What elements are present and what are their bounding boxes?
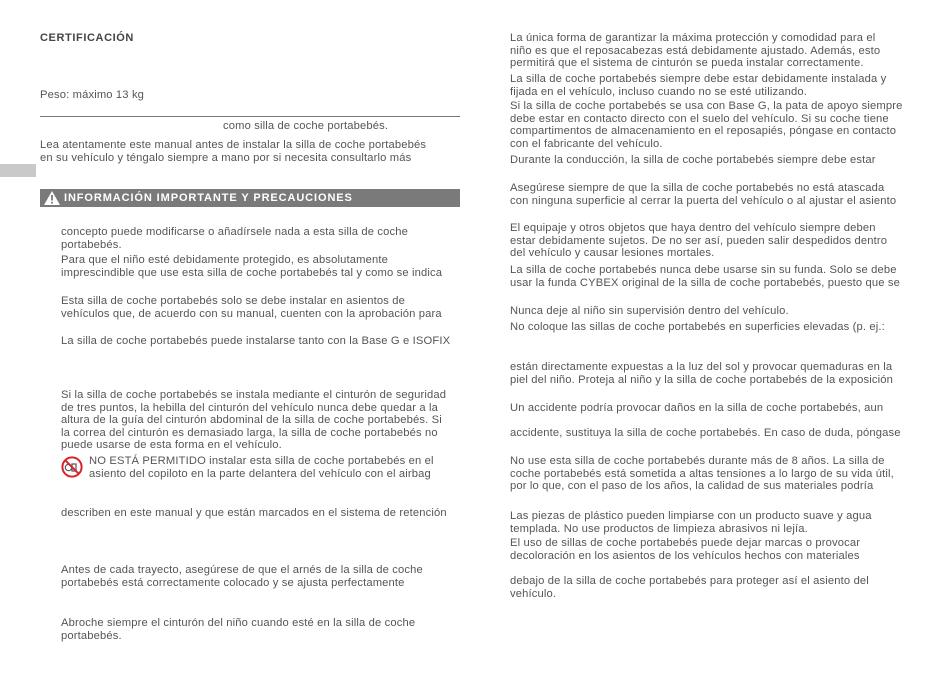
paragraph: concepto puede modificarse o añadírsele nada a esta silla de coche portabebés. [61, 226, 408, 251]
paragraph: La silla de coche portabebés nunca debe usarse sin su funda. Solo se debe usar la funda CYBEX original de la silla de coche portabebés, puesto que se [510, 264, 901, 289]
paragraph: Antes de cada trayecto, asegúrese de que el arnés de la silla de coche portabebés está correctamente colocado y se ajusta perfectamente [61, 564, 423, 589]
usage-text: como silla de coche portabebés. [223, 120, 389, 132]
warning-triangle-icon [43, 190, 61, 206]
paragraph: No use esta silla de coche portabebés durante más de 8 años. La silla de coche portabebés está sometida a altas tensiones a lo largo de su vida útil, por lo que, con el paso de los años, la calidad de sus materiales podría [510, 455, 894, 492]
paragraph: Si la silla de coche portabebés se usa con Base G, la pata de apoyo siempre debe estar en contacto directo con el suelo del vehículo. Si su coche tiene compartimentos de almacenamiento en el reposapiés, póngase en contacto con el fabricante del vehículo. [510, 100, 903, 150]
paragraph: describen en este manual y que están marcados en el sistema de retención [61, 507, 447, 519]
paragraph: La única forma de garantizar la máxima protección y comodidad para el niño es que el reposacabezas está debidamente ajustado. Además, esto permitirá que el sistema de cinturón se pueda instalar correctamente. [510, 32, 881, 69]
no-airbag-icon [61, 456, 83, 478]
paragraph: Un accidente podría provocar daños en la silla de coche portabebés, aun [510, 402, 884, 414]
paragraph: Esta silla de coche portabebés solo se debe instalar en asientos de vehículos que, de acuerdo con su manual, cuenten con la aprobación para [61, 295, 442, 320]
weight-text: Peso: máximo 13 kg [40, 89, 145, 101]
paragraph: No coloque las sillas de coche portabebés en superficies elevadas (p. ej.: [510, 321, 885, 333]
certification-heading: CERTIFICACIÓN [40, 32, 134, 44]
paragraph: El equipaje y otros objetos que haya dentro del vehículo siempre deben estar debidamente sujetos. De no ser así, pueden salir despedidos dentro del vehículo y causar lesiones mortales. [510, 222, 888, 259]
paragraph: El uso de sillas de coche portabebés puede dejar marcas o provocar decoloración en los asientos de los vehículos hechos con materiales [510, 537, 861, 562]
airbag-warning-text: NO ESTÁ PERMITIDO instalar esta silla de coche portabebés en el asiento del copiloto en la parte delantera del vehículo con el airbag [89, 455, 434, 480]
warning-heading: INFORMACIÓN IMPORTANTE Y PRECAUCIONES [64, 192, 353, 204]
paragraph: Para que el niño esté debidamente protegido, es absolutamente imprescindible que use esta silla de coche portabebés tal y como se indica [61, 254, 443, 279]
paragraph: Nunca deje al niño sin supervisión dentro del vehículo. [510, 305, 789, 317]
paragraph: Las piezas de plástico pueden limpiarse con un producto suave y agua templada. No use productos de limpieza abrasivos ni lejía. [510, 510, 872, 535]
paragraph: Asegúrese siempre de que la silla de coche portabebés no está atascada con ninguna superficie al cerrar la puerta del vehículo o al ajustar el asiento [510, 182, 897, 207]
warning-section-bar [40, 189, 460, 207]
divider-line [40, 116, 460, 117]
paragraph: están directamente expuestas a la luz del sol y provocar quemaduras en la piel del niño. Proteja al niño y la silla de coche portabebés de la exposición [510, 361, 893, 386]
paragraph: La silla de coche portabebés siempre debe estar debidamente instalada y fijada en el vehículo, incluso cuando no se esté utilizando. [510, 73, 887, 98]
paragraph: Si la silla de coche portabebés se instala mediante el cinturón de seguridad de tres puntos, la hebilla del cinturón del vehículo nunca debe quedar a la altura de la guía del cinturón abdominal de la silla de coche portabebés. Si la correa del cinturón es demasiado larga, la silla de coche portabebés no puede usarse de esta forma en el vehículo. [61, 389, 447, 451]
paragraph: La silla de coche portabebés puede instalarse tanto con la Base G e ISOFIX [61, 335, 451, 347]
page-edge-tab [0, 164, 36, 177]
paragraph: debajo de la silla de coche portabebés para proteger así el asiento del vehículo. [510, 575, 869, 600]
read-manual-text: Lea atentamente este manual antes de instalar la silla de coche portabebés en su vehículo y téngalo siempre a mano por si necesita consultarlo más [40, 139, 427, 164]
paragraph: Durante la conducción, la silla de coche portabebés siempre debe estar [510, 154, 876, 166]
paragraph: accidente, sustituya la silla de coche portabebés. En caso de duda, póngase [510, 427, 901, 439]
paragraph: Abroche siempre el cinturón del niño cuando esté en la silla de coche portabebés. [61, 617, 416, 642]
